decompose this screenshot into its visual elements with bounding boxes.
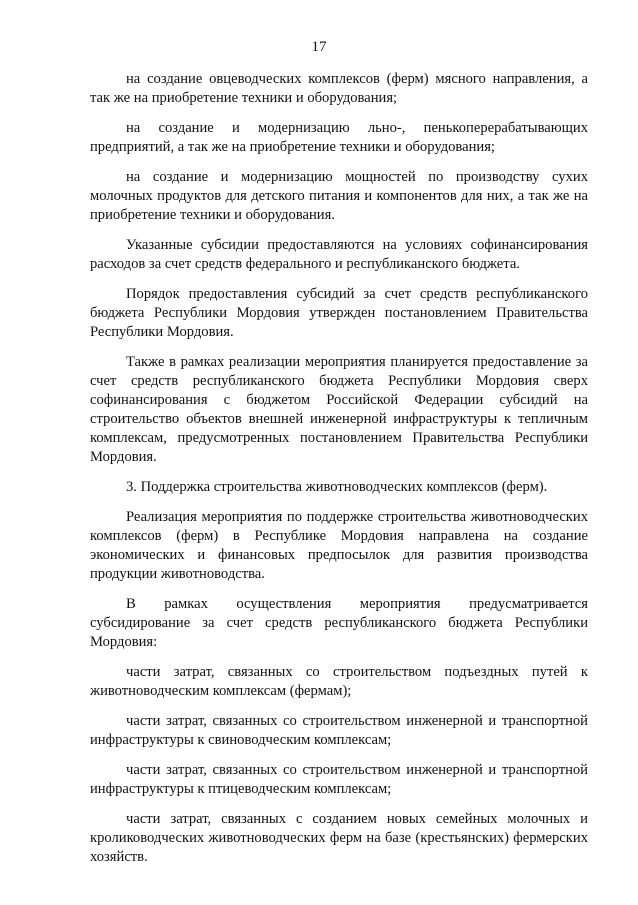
paragraph-subsidy-scope: В рамках осуществления мероприятия предусматривается субсидирование за счет средств республиканского бюджета Республики Мордовия:	[90, 596, 588, 650]
paragraph-subsidy-procedure: Порядок предоставления субсидий за счет средств республиканского бюджета Республики Мордовия утвержден постановлением Правительства Республики Мордовия.	[90, 286, 588, 340]
list-item-family-farms: части затрат, связанных с созданием новых семейных молочных и кролиководческих животноводческих ферм на базе (крестьянских) фермерских хозяйств.	[90, 811, 588, 865]
section-heading-livestock-support: 3. Поддержка строительства животноводческих комплексов (ферм).	[126, 479, 548, 495]
paragraph-livestock-support-goal: Реализация мероприятия по поддержке строительства животноводческих комплексов (ферм) в Республике Мордовия направлена на создание экономических и финансовых предпосылок для развития производства продукции животноводства.	[90, 509, 588, 582]
paragraph-cofinancing: Указанные субсидии предоставляются на условиях софинансирования расходов за счет средств федерального и республиканского бюджета.	[90, 237, 588, 272]
document-body	[90, 70, 588, 878]
list-item-access-roads: части затрат, связанных со строительством подъездных путей к животноводческим комплексам (фермам);	[90, 664, 588, 699]
paragraph-sheep-complexes: на создание овцеводческих комплексов (ферм) мясного направления, а так же на приобретение техники и оборудования;	[90, 71, 588, 106]
paragraph-dry-milk-production: на создание и модернизацию мощностей по производству сухих молочных продуктов для детского питания и компонентов для них, а так же на приобретение техники и оборудования.	[90, 169, 588, 223]
list-item-pig-infrastructure: части затрат, связанных со строительством инженерной и транспортной инфраструктуры к свиноводческим комплексам;	[90, 713, 588, 748]
paragraph-flax-hemp-processing: на создание и модернизацию льно-, пенькоперерабатывающих предприятий, а так же на приобретение техники и оборудования;	[90, 120, 588, 155]
paragraph-greenhouse-infrastructure: Также в рамках реализации мероприятия планируется предоставление за счет средств республиканского бюджета Республики Мордовия сверх софинансирования с бюджетом Российской Федерации субсидий на строительство объектов внешней инженерной инфраструктуры к тепличным комплексам, предусмотренных постановлением Правительства Республики Мордовия.	[90, 354, 588, 465]
page-number: 17	[311, 39, 327, 55]
list-item-poultry-infrastructure: части затрат, связанных со строительством инженерной и транспортной инфраструктуры к птицеводческим комплексам;	[90, 762, 588, 797]
